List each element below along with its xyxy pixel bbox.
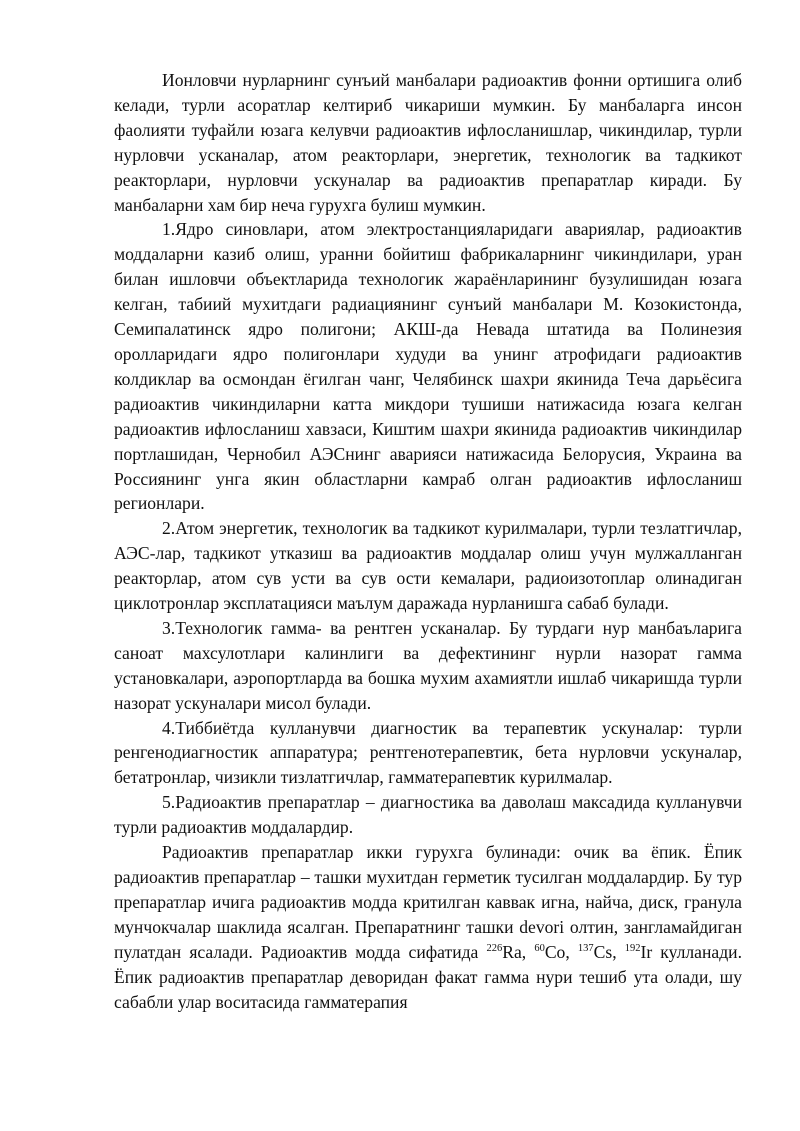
paragraph-intro: Ионловчи нурларнинг сунъий манбалари радиоактив фонни ортишига олиб келади, турли асоратлар келтириб чикариши мумкин. Бу манбаларга инсон фаолияти туфайли юзага келувчи радиоактив ифлосланишлар, чикиндилар, турли нурловчи усканалар, атом реакторлари, энергетик, технологик ва тадкикот реакторлари, нурловчи ускуналар ва радиоактив препаратлар киради. Бу манбаларни хам бир неча гурухга булиш мумкин.: [114, 70, 742, 215]
isotope-mass-co: 60: [534, 942, 545, 954]
paragraph-text-a: Радиоактив препаратлар икки гурухга булинади: очик ва ёпик. Ёпик радиоактив препаратлар – ташки мухитдан герметик тусилган моддалардир. Бу тур препаратлар ичига радиоактив модда критилган каввак игна, найча, диск, гранула мунчокчалар шаклида ясалган. Препаратнинг ташки devori олтин, зангламайдиган пулатдан ясалади. Радиоактив модда сифатида: [114, 842, 742, 962]
isotope-symbol-ir: Ir: [640, 941, 653, 962]
isotope-symbol-co: Co,: [544, 941, 578, 962]
paragraph-item-2: 2.Атом энергетик, технологик ва тадкикот курилмалари, турли тезлатгичлар, АЭС-лар, тадкикот утказиш ва радиоактив моддалар олиш учун мулжалланган реакторлар, атом сув усти ва сув ости кемалари, радиоизотоплар олинадиган циклотронлар эксплатацияси маълум даражада нурланишга сабаб булади.: [114, 518, 742, 614]
isotope-symbol-cs: Cs,: [593, 941, 625, 962]
isotope-mass-ra: 226: [486, 942, 503, 954]
paragraph-item-1: 1.Ядро синовлари, атом электростанцияларидаги авариялар, радиоактив моддаларни казиб олиш, уранни бойитиш фабрикаларнинг чикиндилари, уран билан ишловчи объектларида технологик жараёнларининг бузулишидан юзага келган, табиий мухитдаги радиациянинг сунъий манбалари М. Козокистонда, Семипалатинск ядро полигони; АКШ-да Невада штатида ва Полинезия оролларидаги ядро полигонлари худуди ва унинг атрофидаги радиоактив колдиклар ва осмондан ёгилган чанг, Челябинск шахри якинида Теча дарьёсига радиоактив чикиндиларни катта микдори тушиши натижасида юзага келган радиоактив ифлосланиш хавзаси, Киштим шахри якинида радиоактив чикиндилар портлашидан, Чернобил АЭСнинг аварияси натижасида Белорусия, Украина ва Россиянинг унга якин областларни камраб олган радиоактив ифлосланиш регионлари.: [114, 219, 742, 514]
paragraph-item-5: 5.Радиоактив препаратлар – диагностика ва даволаш максадида кулланувчи турли радиоактив моддалардир.: [114, 792, 742, 838]
paragraph-item-3: 3.Технологик гамма- ва рентген усканалар. Бу турдаги нур манбаъларига саноат махсулотлари калинлиги ва дефектининг нурли назорат гамма установкалари, аэропортларда ва бошка мухим ахамиятли ишлаб чикаришда турли назорат ускуналари мисол булади.: [114, 617, 742, 713]
paragraph-preparations: [114, 840, 742, 1014]
paragraph-text-b: кулланади. Ёпик радиоактив препаратлар деворидан факат гамма нури тешиб ута олади, шу сабабли улар воситасида гамматерапия: [114, 941, 742, 1012]
isotope-mass-cs: 137: [577, 942, 594, 954]
isotope-mass-ir: 192: [624, 942, 641, 954]
isotope-symbol-ra: Ra,: [502, 941, 527, 962]
paragraph-item-4: 4.Тиббиётда кулланувчи диагностик ва терапевтик ускуналар: турли ренгенодиагностик аппаратура; рентгенотерапевтик, бета нурловчи ускуналар, бетатронлар, чизикли тизлатгичлар, гамматерапевтик курилмалар.: [114, 717, 742, 788]
document-page: [114, 68, 742, 1014]
